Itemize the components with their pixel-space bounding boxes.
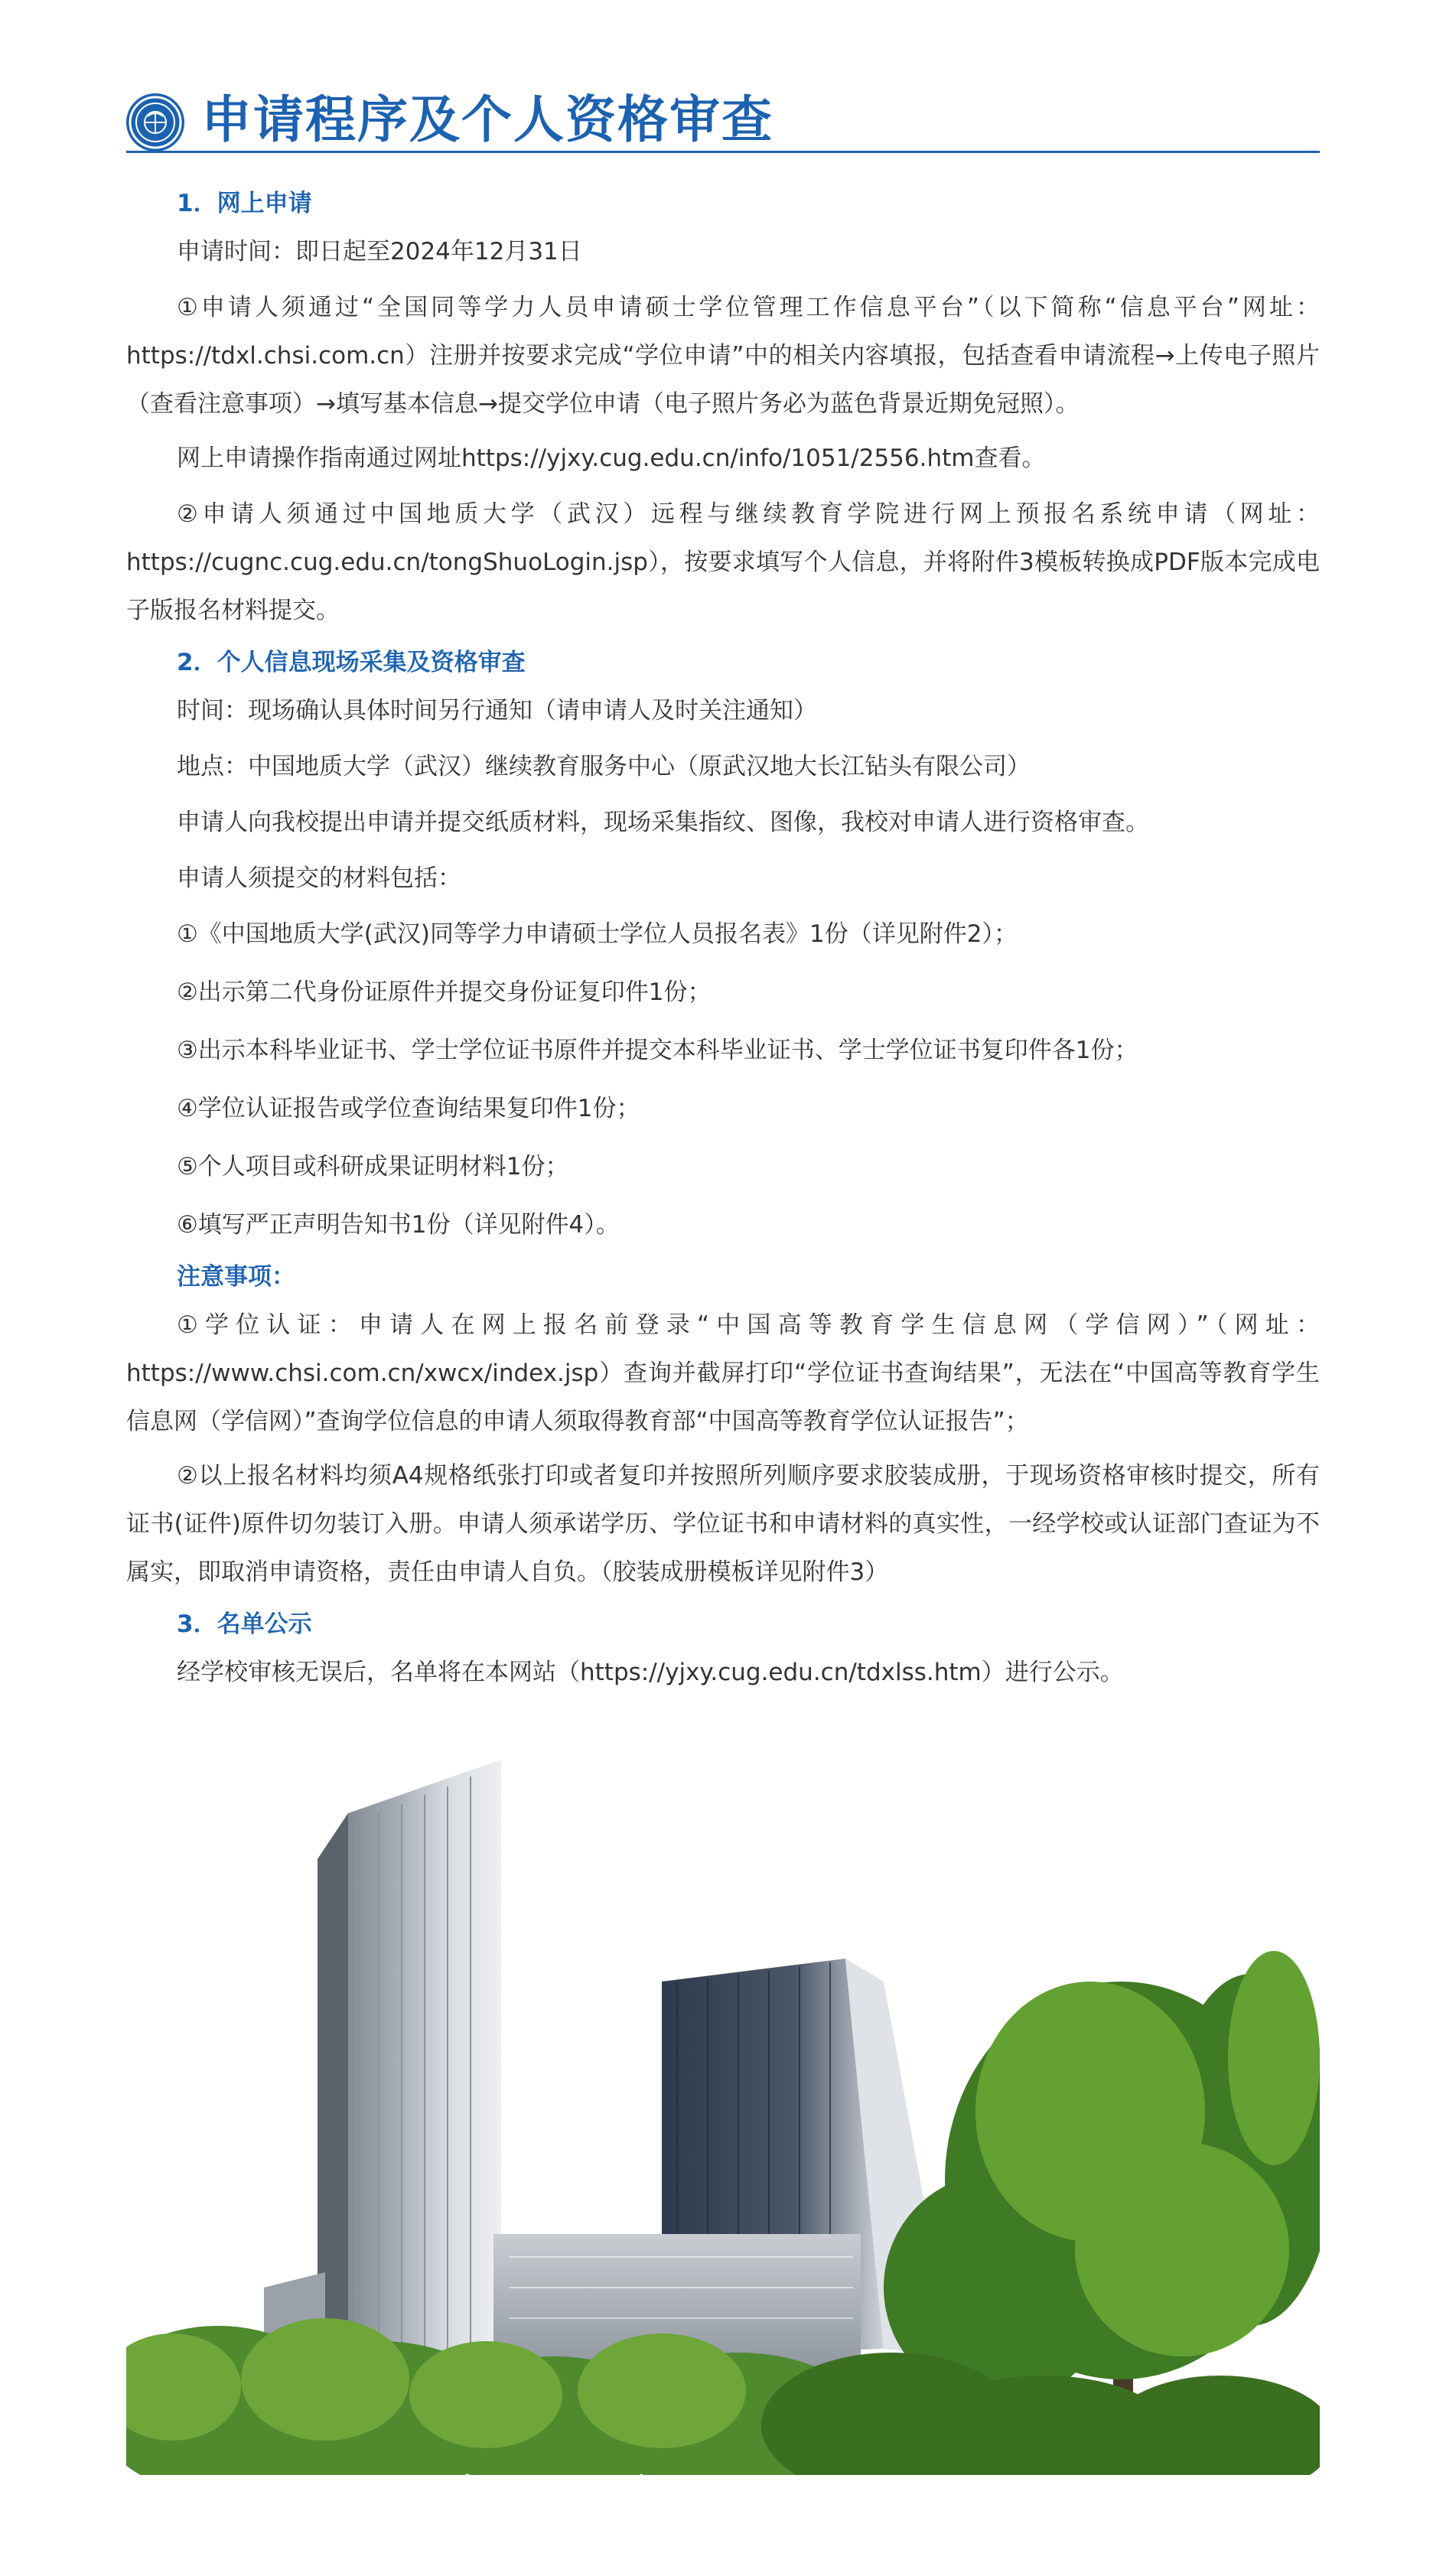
section-heading-online-application: 1．网上申请	[177, 190, 312, 217]
list-item: ③出示本科毕业证书、学士学位证书原件并提交本科毕业证书、学士学位证书复印件各1份；	[177, 1037, 1138, 1064]
section-heading-public-list: 3．名单公示	[177, 1610, 312, 1638]
paragraph-onsite-process: 申请人向我校提出申请并提交纸质材料，现场采集指纹、图像，我校对申请人进行资格审查。	[177, 809, 1149, 836]
paragraph-public-list: 经学校审核无误后，名单将在本网站（https://yjxy.cug.edu.cn/tdxlss.htm）进行公示。	[177, 1659, 1124, 1686]
section-heading-onsite-verification: 2．个人信息现场采集及资格审查	[177, 649, 526, 676]
section-title-block	[126, 90, 1320, 153]
paragraph-pre-registration: ②申请人须通过中国地质大学（武汉）远程与继续教育学院进行网上预报名系统申请（网址：https://cugnc.cug.edu.cn/tongShuoLogin.jsp），按要求填写个人信息，并将附件3模板转换成PDF版本完成电子版报名材料提交。	[126, 500, 1320, 624]
paragraph-materials-intro: 申请人须提交的材料包括：	[177, 865, 461, 892]
list-item: ①《中国地质大学(武汉)同等学力申请硕士学位人员报名表》1份（详见附件2）；	[177, 920, 1018, 948]
document-body	[126, 176, 1320, 1700]
paragraph-binding-requirements: ②以上报名材料均须A4规格纸张打印或者复印并按照所列顺序要求胶装成册，于现场资格审核时提交，所有证书(证件)原件切勿装订入册。申请人须承诺学历、学位证书和申请材料的真实性，一经学校或认证部门查证为不属实，即取消申请资格，责任由申请人自负。（胶装成册模板详见附件3）	[126, 1462, 1320, 1586]
page-title: 申请程序及个人资格审查	[201, 90, 773, 149]
paragraph-onsite-location: 地点：中国地质大学（武汉）继续教育服务中心（原武汉地大长江钻头有限公司）	[177, 753, 1031, 780]
paragraph-chsi-platform: ①申请人须通过“全国同等学力人员申请硕士学位管理工作信息平台”（以下简称“信息平台”网址：https://tdxl.chsi.com.cn）注册并按要求完成“学位申请”中的相关内容填报，包括查看申请流程→上传电子照片（查看注意事项）→填写基本信息→提交学位申请（电子照片务必为蓝色背景近期免冠照）。	[126, 294, 1320, 418]
list-item: ②出示第二代身份证原件并提交身份证复印件1份；	[177, 979, 712, 1006]
list-item: ④学位认证报告或学位查询结果复印件1份；	[177, 1095, 640, 1122]
list-item: ⑤个人项目或科研成果证明材料1份；	[177, 1153, 569, 1181]
list-item: ⑥填写严正声明告知书1份（详见附件4）。	[177, 1211, 620, 1239]
section-heading-notes: 注意事项：	[177, 1263, 295, 1291]
university-seal-icon	[126, 93, 184, 151]
paragraph-degree-verification: ①学位认证：申请人在网上报名前登录“中国高等教育学生信息网（学信网）”（网址：https://www.chsi.com.cn/xwcx/index.jsp）查询并截屏打印“学位证书查询结果”，无法在“中国高等教育学生信息网（学信网）”查询学位信息的申请人须取得教育部“中国高等教育学位认证报告”；	[126, 1311, 1320, 1435]
paragraph-onsite-time: 时间：现场确认具体时间另行通知（请申请人及时关注通知）	[177, 697, 817, 725]
title-divider	[126, 151, 1320, 153]
paragraph-application-time: 申请时间：即日起至2024年12月31日	[177, 238, 582, 265]
campus-building-photo	[126, 1752, 1320, 2475]
paragraph-guide-link: 网上申请操作指南通过网址https://yjxy.cug.edu.cn/info/1051/2556.htm查看。	[177, 445, 1046, 472]
